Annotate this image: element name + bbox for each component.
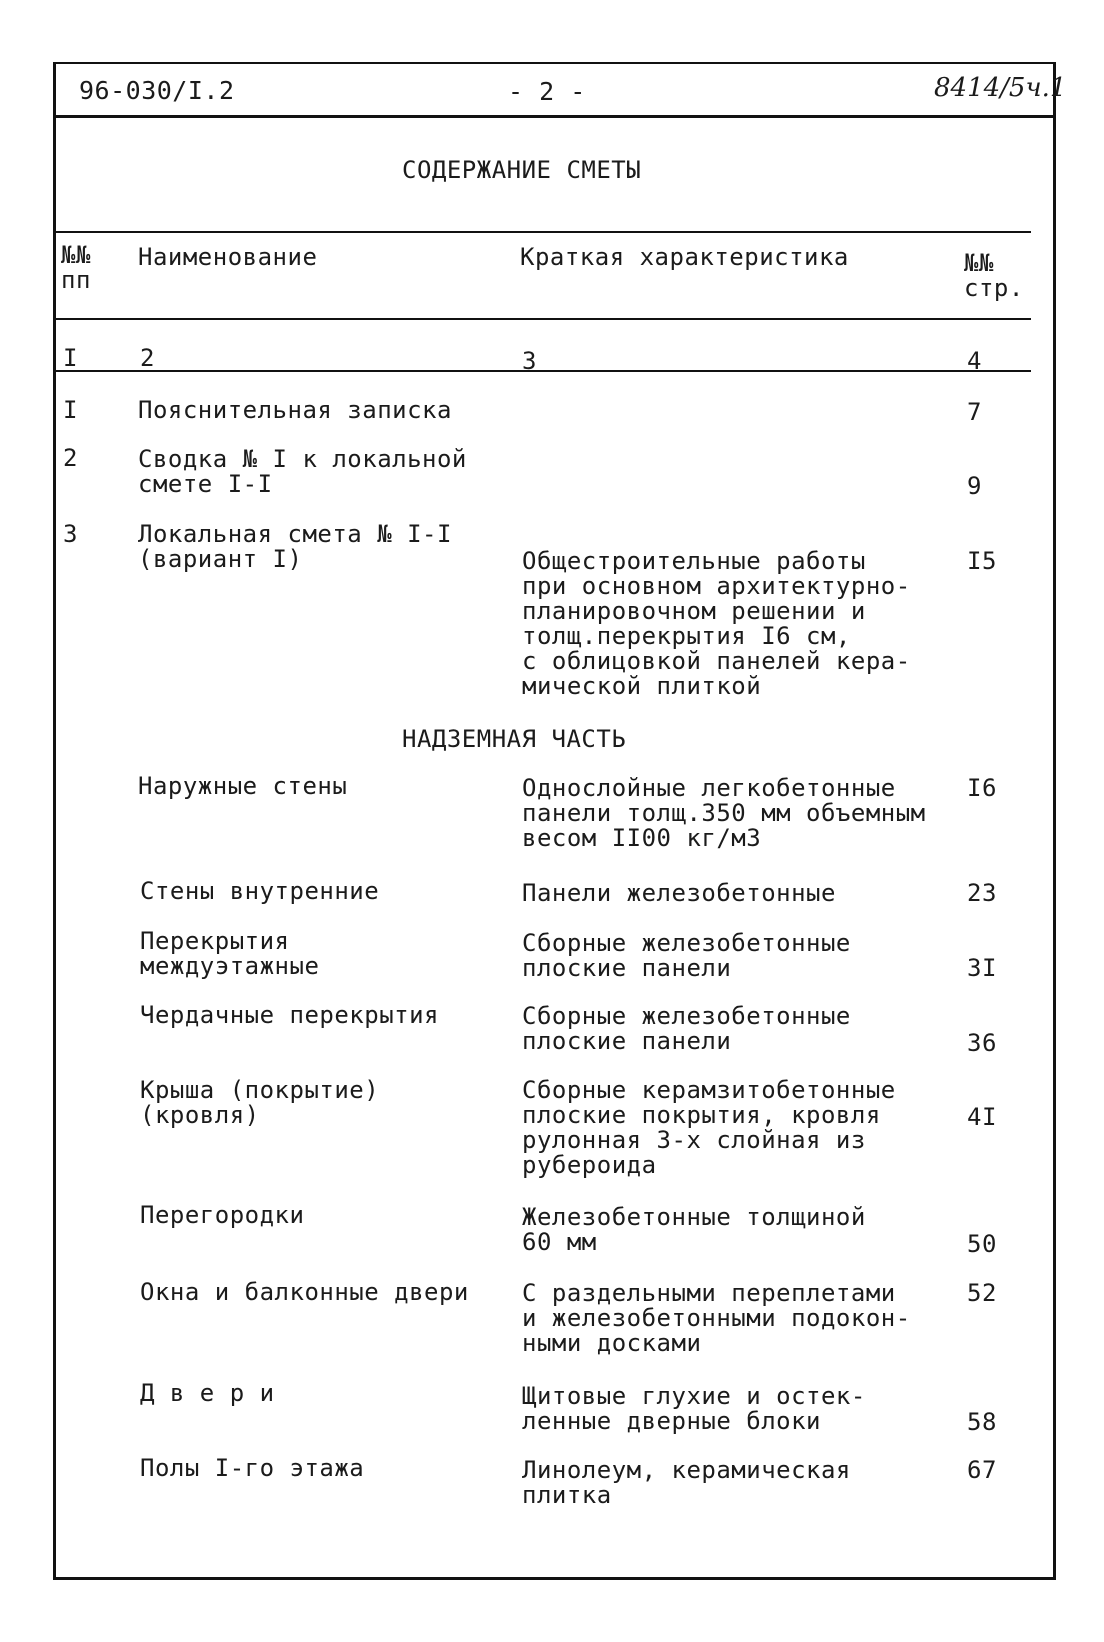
row-name: Перекрытия междуэтажные bbox=[140, 927, 320, 980]
row-description: Сборные керамзитобетонные плоские покрытия, кровля рулонная 3-х слойная из рубероида bbox=[522, 1076, 896, 1179]
row-page: I6 bbox=[967, 774, 997, 802]
row-description: Однослойные легкобетонные панели толщ.350 мм объемным весом II00 кг/м3 bbox=[522, 774, 926, 852]
row-name: Локальная смета № I-I (вариант I) bbox=[138, 520, 452, 573]
row-description: Щитовые глухие и остек- ленные дверные блоки bbox=[522, 1382, 866, 1435]
row-description: Сборные железобетонные плоские панели bbox=[522, 929, 851, 982]
row-page: 9 bbox=[967, 472, 982, 500]
row-description: Линолеум, керамическая плитка bbox=[522, 1456, 851, 1509]
row-number: 3 bbox=[63, 520, 78, 548]
row-name: Пояснительная записка bbox=[138, 396, 452, 424]
section-title: НАДЗЕМНАЯ ЧАСТЬ bbox=[402, 725, 627, 753]
row-page: 7 bbox=[967, 398, 982, 426]
row-page: 36 bbox=[967, 1029, 997, 1057]
row-name: Окна и балконные двери bbox=[140, 1278, 469, 1306]
page-title: СОДЕРЖАНИЕ СМЕТЫ bbox=[402, 156, 642, 184]
row-name: Наружные стены bbox=[138, 772, 348, 800]
row-name: Крыша (покрытие) (кровля) bbox=[140, 1076, 380, 1129]
column-header-num: №№ пп bbox=[61, 241, 91, 294]
row-description: С раздельными переплетами и железобетонными подокон- ными досками bbox=[522, 1279, 911, 1357]
row-description: Общестроительные работы при основном архитектурно- планировочном решении и толщ.перекрытия I6 см, с облицовкой панелей кера- мической плиткой bbox=[522, 547, 911, 700]
row-page: 52 bbox=[967, 1279, 997, 1307]
row-name: Д в е р и bbox=[140, 1379, 275, 1407]
row-page: 23 bbox=[967, 879, 997, 907]
row-name: Стены внутренние bbox=[140, 877, 380, 905]
table-top-rule bbox=[56, 231, 1031, 233]
column-number-3: 3 bbox=[522, 347, 537, 375]
header-divider bbox=[53, 115, 1056, 118]
row-page: I5 bbox=[967, 547, 997, 575]
row-number: I bbox=[63, 396, 78, 424]
row-name: Сводка № I к локальной смете I-I bbox=[138, 445, 467, 498]
sheet-reference: 8414/5ч.1 bbox=[934, 73, 1067, 103]
document-code: 96-030/I.2 bbox=[79, 76, 235, 105]
column-number-4: 4 bbox=[967, 347, 982, 375]
column-number-1: I bbox=[63, 344, 78, 372]
column-header-page: №№ стр. bbox=[964, 249, 1024, 302]
column-header-name: Наименование bbox=[138, 243, 318, 271]
row-page: 4I bbox=[967, 1103, 997, 1131]
table-header-bottom-rule bbox=[56, 318, 1031, 320]
column-number-2: 2 bbox=[140, 344, 155, 372]
page-number: - 2 - bbox=[508, 77, 586, 106]
row-page: 50 bbox=[967, 1230, 997, 1258]
row-number: 2 bbox=[63, 444, 78, 472]
row-page: 3I bbox=[967, 954, 997, 982]
row-name: Полы I-го этажа bbox=[140, 1454, 365, 1482]
row-description: Панели железобетонные bbox=[522, 879, 836, 907]
row-description: Сборные железобетонные плоские панели bbox=[522, 1002, 851, 1055]
row-description: Железобетонные толщиной 60 мм bbox=[522, 1203, 866, 1256]
column-header-description: Краткая характеристика bbox=[520, 243, 849, 271]
row-page: 58 bbox=[967, 1408, 997, 1436]
row-page: 67 bbox=[967, 1456, 997, 1484]
row-name: Чердачные перекрытия bbox=[140, 1001, 439, 1029]
column-numbers-rule bbox=[56, 370, 1031, 372]
row-name: Перегородки bbox=[140, 1201, 305, 1229]
